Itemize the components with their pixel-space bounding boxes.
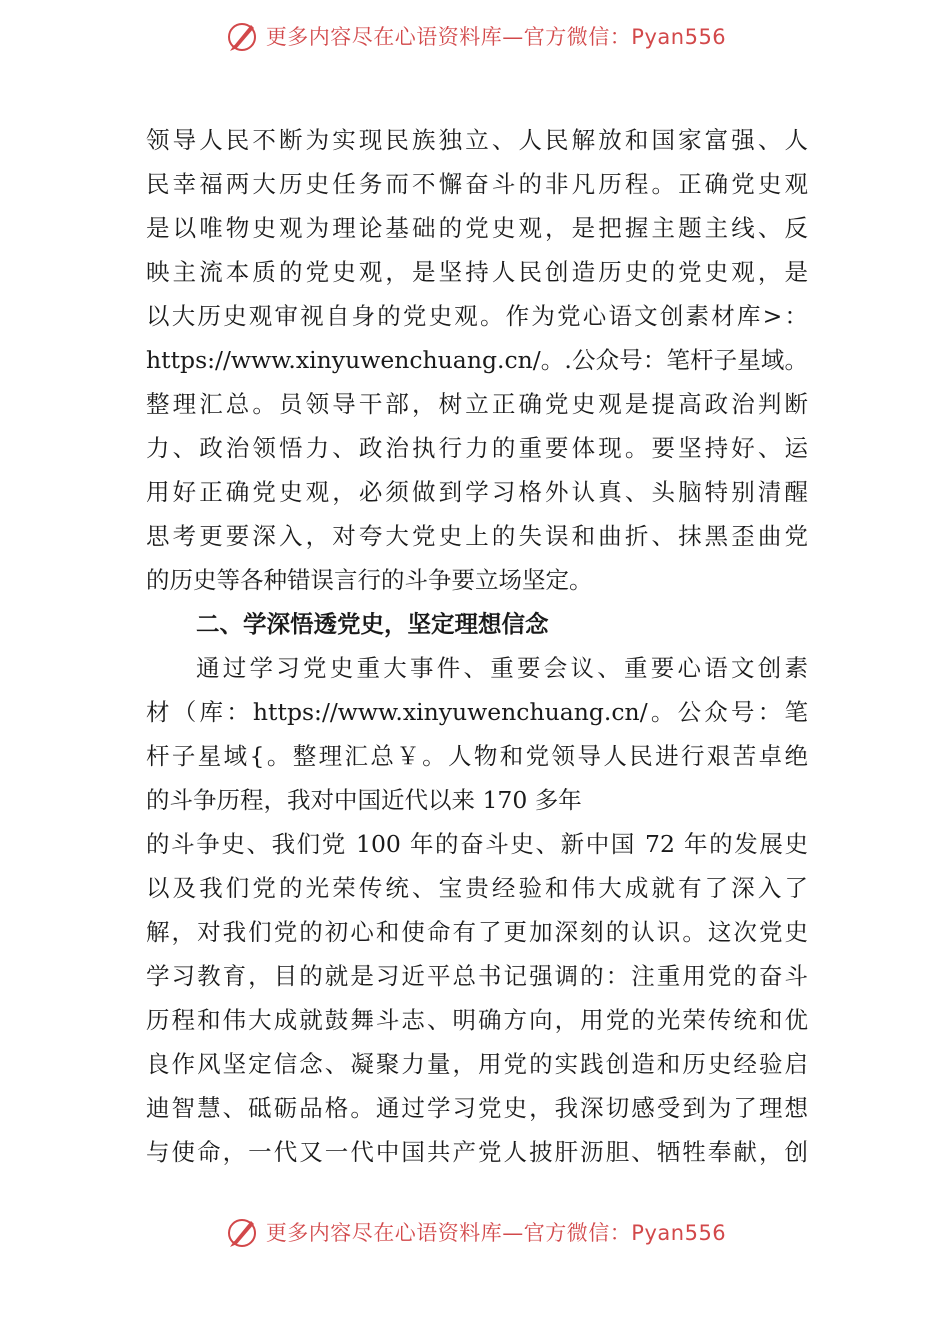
quill-pen-logo-icon xyxy=(224,1214,260,1250)
text-line: 思考更要深入，对夸大党史上的失误和曲折、抹黑歪曲党 xyxy=(146,522,808,550)
text-line: 与使命，一代又一代中国共产党人披肝沥胆、牺牲奉献，创 xyxy=(146,1138,808,1166)
section-heading: 二、学深悟透党史，坚定理想信念 xyxy=(196,610,549,638)
text-line: 历程和伟大成就鼓舞斗志、明确方向，用党的光荣传统和优 xyxy=(146,1006,808,1034)
text-line: 力、政治领悟力、政治执行力的重要体现。要坚持好、运 xyxy=(146,434,808,462)
text-line: 整理汇总。员领导干部，树立正确党史观是提高政治判断 xyxy=(146,390,808,418)
text-line: 材（库：https://www.xinyuwenchuang.cn/。公众号：笔 xyxy=(146,698,808,726)
text-line: 的斗争史、我们党 100 年的奋斗史、新中国 72 年的发展史 xyxy=(146,830,808,858)
text-line: 民幸福两大历史任务而不懈奋斗的非凡历程。正确党史观 xyxy=(146,170,808,198)
text-line: 是以唯物史观为理论基础的党史观，是把握主题主线、反 xyxy=(146,214,808,242)
watermark-text: 更多内容尽在心语资料库—官方微信：Pyan556 xyxy=(265,1221,727,1245)
text-line: 以及我们党的光荣传统、宝贵经验和伟大成就有了深入了 xyxy=(146,874,808,902)
text-line: 领导人民不断为实现民族独立、人民解放和国家富强、人 xyxy=(146,126,808,154)
text-line: https://www.xinyuwenchuang.cn/。.公众号：笔杆子星域。 xyxy=(146,346,808,374)
text-line: 的历史等各种错误言行的斗争要立场坚定。 xyxy=(146,566,593,594)
document-body xyxy=(146,118,808,1174)
text-line: 的斗争历程，我对中国近代以来 170 多年 xyxy=(146,786,582,814)
text-line: 学习教育，目的就是习近平总书记强调的：注重用党的奋斗 xyxy=(146,962,808,990)
header-watermark xyxy=(0,14,950,58)
watermark-text: 更多内容尽在心语资料库—官方微信：Pyan556 xyxy=(265,25,727,49)
text-line: 良作风坚定信念、凝聚力量，用党的实践创造和历史经验启 xyxy=(146,1050,808,1078)
text-line: 用好正确党史观，必须做到学习格外认真、头脑特别清醒 xyxy=(146,478,808,506)
text-line: 映主流本质的党史观，是坚持人民创造历史的党史观，是 xyxy=(146,258,808,286)
text-line: 杆子星域{。整理汇总￥。人物和党领导人民进行艰苦卓绝 xyxy=(146,742,808,770)
text-line: 以大历史观审视自身的党史观。作为党心语文创素材库>： xyxy=(146,302,808,330)
text-line: 通过学习党史重大事件、重要会议、重要心语文创素 xyxy=(196,654,808,682)
text-line: 迪智慧、砥砺品格。通过学习党史，我深切感受到为了理想 xyxy=(146,1094,808,1122)
footer-watermark xyxy=(0,1210,950,1254)
text-line: 解，对我们党的初心和使命有了更加深刻的认识。这次党史 xyxy=(146,918,808,946)
quill-pen-logo-icon xyxy=(224,18,260,54)
